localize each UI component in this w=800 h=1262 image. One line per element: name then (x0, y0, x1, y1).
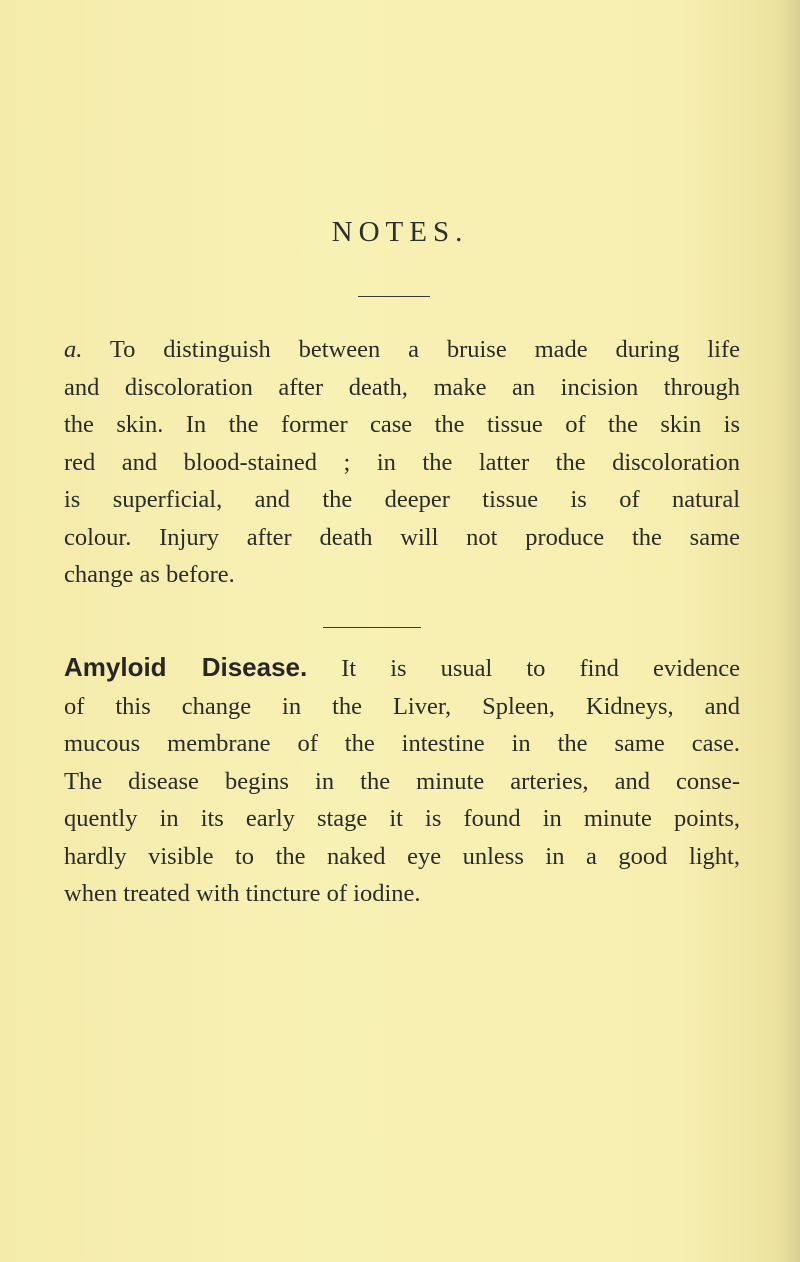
paragraph-line: red and blood-stained ; in the latter the discoloration (64, 448, 740, 476)
paragraph-line: The disease begins in the minute arteries, and conse- (64, 767, 740, 795)
note-marker: a. (64, 336, 83, 363)
paragraph-line: and discoloration after death, make an incision through (64, 373, 740, 401)
heading-divider (358, 296, 430, 297)
paragraph-line: the skin. In the former case the tissue of the skin is (64, 411, 740, 438)
note-a-paragraph (64, 331, 740, 594)
line-text: To distinguish between a bruise made during life (109, 336, 741, 363)
paragraph-line (64, 649, 740, 688)
section-divider (323, 627, 421, 628)
amyloid-paragraph (64, 649, 740, 913)
line-text: It is usual to find evidence (341, 655, 740, 682)
paragraph-line: colour. Injury after death will not produce the same (64, 523, 740, 551)
page-heading: NOTES. (331, 216, 469, 248)
paragraph-line: quently in its early stage it is found in minute points, (64, 805, 740, 832)
paragraph-line: of this change in the Liver, Spleen, Kidneys, and (64, 692, 740, 720)
paragraph-line: is superficial, and the deeper tissue is of natural (64, 486, 740, 513)
paragraph-line: hardly visible to the naked eye unless in a good light, (64, 842, 740, 870)
paragraph-line (64, 331, 740, 369)
paragraph-line: mucous membrane of the intestine in the same case. (64, 730, 740, 757)
paragraph-line: when treated with tincture of iodine. (64, 880, 421, 907)
paragraph-line: change as before. (64, 561, 235, 588)
section-title: Amyloid Disease. (64, 652, 308, 682)
